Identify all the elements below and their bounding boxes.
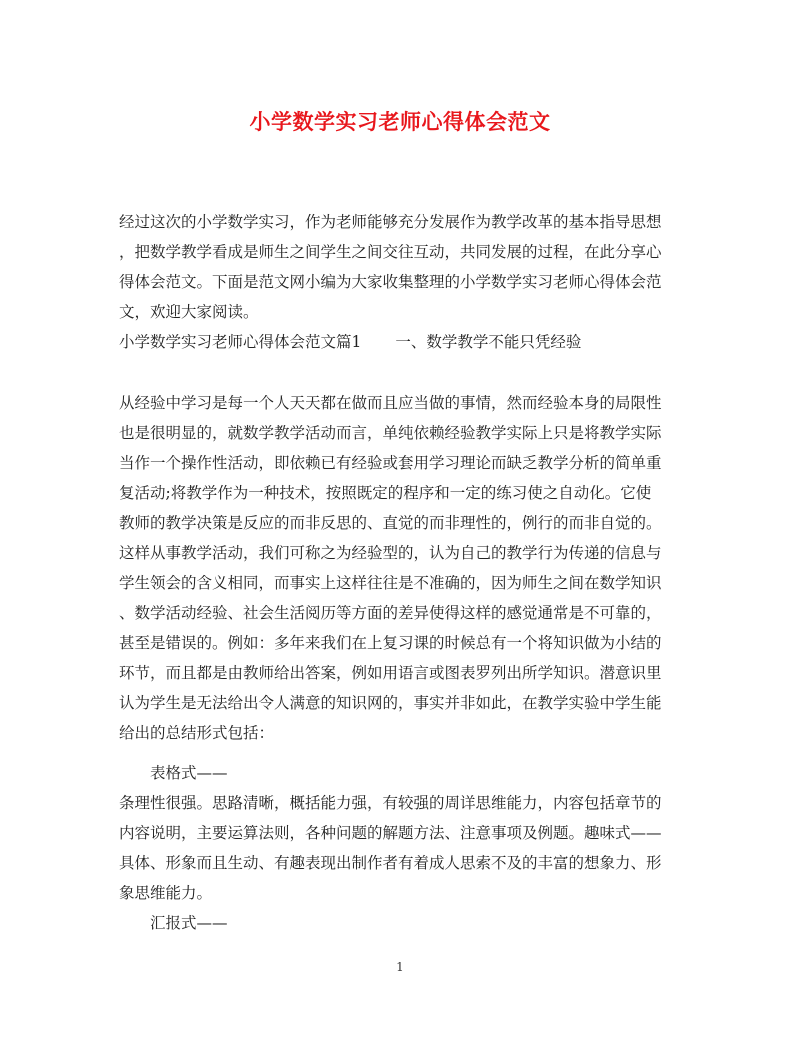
table-form-line: 条理性很强。思路清晰，概括能力强，有较强的周详思维能力，内容包括章节的 (119, 794, 662, 812)
body-line: 也是很明显的，就数学教学活动而言，单纯依赖经验教学实际上只是将教学实际 (119, 424, 662, 442)
body-line: 甚至是错误的。例如：多年来我们在上复习课的时候总有一个将知识做为小结的 (119, 634, 662, 652)
body-line: 这样从事教学活动，我们可称之为经验型的，认为自己的教学行为传递的信息与 (119, 544, 662, 562)
form-report-label: 汇报式—— (150, 914, 228, 932)
section-heading-title: 小学数学实习老师心得体会范文篇1 (119, 333, 362, 351)
body-line: 从经验中学习是每一个人天天都在做而且应当做的事情，然而经验本身的局限性 (119, 394, 662, 412)
intro-line: 经过这次的小学数学实习，作为老师能够充分发展作为教学改革的基本指导思想 (119, 213, 662, 231)
body-line: 环节，而且都是由教师给出答案，例如用语言或图表罗列出所学知识。潜意识里 (119, 664, 662, 682)
table-form-line: 内容说明，主要运算法则，各种问题的解题方法、注意事项及例题。趣味式—— (119, 824, 662, 842)
form-table-label: 表格式—— (150, 764, 228, 782)
document-title: 小学数学实习老师心得体会范文 (249, 109, 551, 134)
body-line: 认为学生是无法给出令人满意的知识网的，事实并非如此，在教学实验中学生能 (119, 694, 662, 712)
body-line: 、数学活动经验、社会生活阅历等方面的差异使得这样的感觉通常是不可靠的， (119, 604, 662, 622)
body-line: 给出的总结形式包括： (119, 724, 275, 742)
intro-line: ，把数学教学看成是师生之间学生之间交往互动，共同发展的过程，在此分享心 (119, 243, 662, 261)
body-line: 复活动;将教学作为一种技术，按照既定的程序和一定的练习使之自动化。它使 (119, 484, 652, 502)
table-form-line: 象思维能力。 (119, 884, 213, 902)
body-line: 教师的教学决策是反应的而非反思的、直觉的而非理性的，例行的而非自觉的。 (119, 514, 662, 532)
intro-line: 得体会范文。下面是范文网小编为大家收集整理的小学数学实习老师心得体会范 (119, 273, 662, 291)
section-subheading: 一、数学教学不能只凭经验 (395, 333, 582, 351)
intro-line: 文，欢迎大家阅读。 (119, 303, 259, 321)
body-line: 学生领会的含义相同，而事实上这样往往是不准确的，因为师生之间在数学知识 (119, 574, 662, 592)
table-form-line: 具体、形象而且生动、有趣表现出制作者有着成人思索不及的丰富的想象力、形 (119, 854, 662, 872)
body-line: 当作一个操作性活动，即依赖已有经验或套用学习理论而缺乏教学分析的简单重 (119, 454, 662, 472)
page-number: 1 (396, 960, 404, 974)
section-heading (119, 332, 581, 352)
